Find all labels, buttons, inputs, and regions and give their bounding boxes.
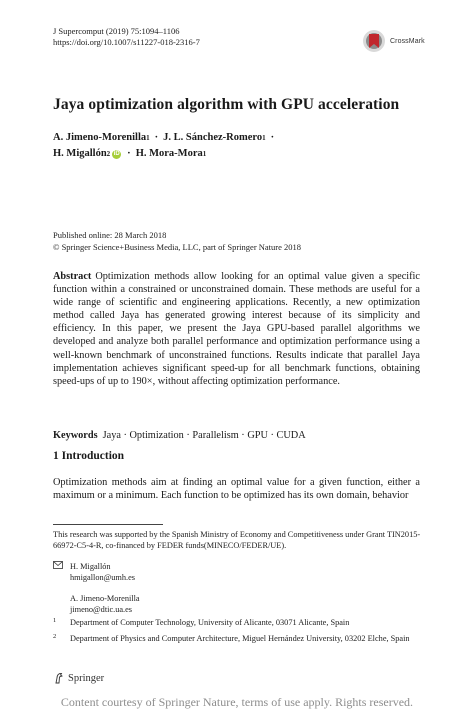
keywords	[53, 430, 306, 441]
copyright-line: © Springer Science+Business Media, LLC, part of Springer Nature 2018	[53, 242, 302, 252]
orcid-icon[interactable]: iD	[113, 150, 120, 157]
contact-email[interactable]: hmigallon@umh.es	[70, 573, 136, 582]
journal-citation: J Supercomput (2019) 75:1094–1106	[53, 26, 180, 36]
doi-link[interactable]: https://doi.org/10.1007/s11227-018-2316-7	[53, 37, 200, 47]
contact-name: A. Jimeno-Morenilla	[70, 594, 140, 603]
author-separator: ·	[270, 132, 275, 143]
contact-name: H. Migallón	[70, 562, 111, 571]
publication-info	[53, 229, 301, 253]
publisher-logo	[53, 672, 104, 684]
envelope-icon	[53, 561, 70, 615]
affiliation-1	[53, 617, 349, 628]
author-name[interactable]: H. Mora-Mora	[135, 148, 203, 159]
section-heading: 1 Introduction	[53, 450, 125, 462]
author-list	[53, 130, 279, 162]
springer-horse-icon	[53, 672, 65, 684]
intro-paragraph: Optimization methods aim at finding an optimal value for a given function, either a maximum or a minimum. Each function to be optimized has its own domain, behavior	[53, 477, 420, 502]
keywords-label: Keywords	[53, 430, 98, 441]
crossmark-badge[interactable]	[362, 28, 452, 54]
author-separator: ·	[154, 132, 159, 143]
author-name[interactable]: H. Migallón	[53, 148, 107, 159]
contact-email[interactable]: jimeno@dtic.ua.es	[70, 605, 133, 614]
paper-title: Jaya optimization algorithm with GPU acceleration	[53, 96, 400, 113]
journal-header	[53, 26, 200, 48]
author-separator: ·	[127, 148, 131, 159]
affiliation-number: 1	[53, 617, 57, 624]
affiliation-number: 2	[53, 633, 57, 640]
funding-footnote: This research was supported by the Spanish Ministry of Economy and Competitiveness under Grant TIN2015-66972-C5-4-R, co-financed by FEDER funds(MINECO/FEDER/UE).	[53, 530, 421, 550]
author-name[interactable]: A. Jimeno-Morenilla	[53, 132, 147, 143]
abstract-label: Abstract	[53, 271, 92, 282]
author-line-1: A. Jimeno-Morenilla 1 · J. L. Sánchez-Romero 1 ·	[53, 130, 279, 146]
affiliation-text: Department of Computer Technology, University of Alicante, 03071 Alicante, Spain	[70, 618, 350, 627]
abstract-text: Optimization methods allow looking for an optimal value given a specific function within a constrained or unconstrained domain. These methods are useful for a wide range of scientific and engineering applications. Recently, a new optimization method called Jaya has generated growing interest because of its simplicity and efficiency. In this paper, we present the Jaya GPU-based parallel algorithms we developed and analyze both parallel performance and optimization performance using a well-known benchmark of unconstrained functions. Results indicate that parallel Jaya implementation achieves significant speed-up for all benchmark functions, obtaining speed-ups of up to 190×, without affecting optimization performance.	[53, 271, 420, 387]
spacer	[70, 583, 140, 593]
contact-row	[53, 561, 140, 615]
keywords-text: Jaya · Optimization · Parallelism · GPU · CUDA	[102, 430, 306, 441]
contact-block	[53, 561, 140, 615]
affiliation-text: Department of Physics and Computer Architecture, Miguel Hernández University, 03202 Elche, Spain	[70, 634, 410, 643]
abstract	[53, 270, 420, 388]
courtesy-watermark: Content courtesy of Springer Nature, terms of use apply. Rights reserved.	[60, 695, 414, 709]
author-line-2: H. Migallón 2 iD · H. Mora-Mora 1	[53, 146, 279, 162]
author-name[interactable]: J. L. Sánchez-Romero	[163, 132, 263, 143]
published-date: Published online: 28 March 2018	[53, 230, 167, 240]
affiliation-2	[53, 633, 430, 644]
crossmark-icon	[362, 29, 386, 53]
crossmark-label: CrossMark	[390, 37, 425, 45]
publisher-name: Springer	[68, 672, 105, 684]
footnote-divider	[53, 524, 163, 525]
